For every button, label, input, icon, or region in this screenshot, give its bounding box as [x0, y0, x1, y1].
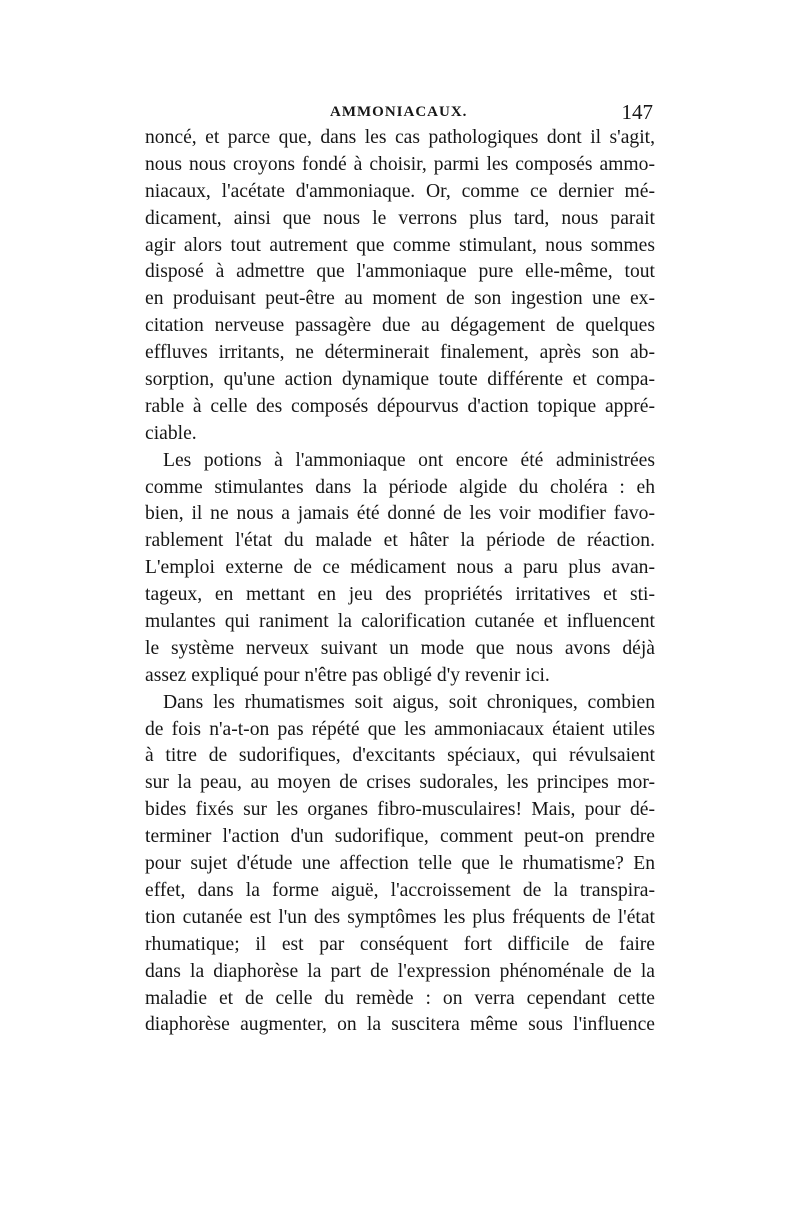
text-line: rhumatique; il est par conséquent fort difficile de faire	[145, 933, 655, 955]
text-line: terminer l'action d'un sudorifique, comment peut-on prendre	[145, 826, 655, 848]
text-line: assez expliqué pour n'être pas obligé d'y revenir ici.	[145, 664, 550, 686]
text-line: effet, dans la forme aiguë, l'accroissement de la transpira-	[145, 879, 655, 901]
text-line: disposé à admettre que l'ammoniaque pure elle-même, tout	[145, 261, 655, 283]
text-line: citation nerveuse passagère due au dégagement de quelques	[145, 315, 655, 337]
text-line: de fois n'a-t-on pas répété que les ammoniacaux étaient utiles	[145, 718, 655, 740]
text-line: Les potions à l'ammoniaque ont encore été administrées	[163, 449, 655, 471]
text-line: Dans les rhumatismes soit aigus, soit chroniques, combien	[163, 691, 655, 713]
text-line: le système nerveux suivant un mode que nous avons déjà	[145, 637, 655, 659]
text-line: diaphorèse augmenter, on la suscitera même sous l'influence	[145, 1014, 655, 1036]
page-number: 147	[621, 100, 653, 124]
text-line: en produisant peut-être au moment de son ingestion une ex-	[145, 288, 655, 310]
running-title: AMMONIACAUX.	[330, 104, 468, 120]
text-line: effluves irritants, ne déterminerait finalement, après son ab-	[145, 342, 655, 364]
text-line: pour sujet d'étude une affection telle que le rhumatisme? En	[145, 853, 655, 875]
text-line: agir alors tout autrement que comme stimulant, nous sommes	[145, 234, 655, 256]
body-text	[145, 125, 655, 1039]
text-line: noncé, et parce que, dans les cas pathologiques dont il s'agit,	[145, 127, 655, 148]
text-line: rable à celle des composés dépourvus d'action topique appré-	[145, 395, 655, 417]
text-line: mulantes qui raniment la calorification cutanée et influencent	[145, 611, 655, 633]
text-line: sur la peau, au moyen de crises sudorales, les principes mor-	[145, 772, 655, 794]
text-line: bien, il ne nous a jamais été donné de les voir modifier favo-	[145, 503, 655, 525]
text-line: ciable.	[145, 422, 197, 444]
text-line: dicament, ainsi que nous le verrons plus tard, nous parait	[145, 207, 655, 229]
text-line: comme stimulantes dans la période algide du choléra : eh	[145, 476, 655, 498]
text-line: rablement l'état du malade et hâter la période de réaction.	[145, 530, 655, 552]
text-line: nous nous croyons fondé à choisir, parmi les composés ammo-	[145, 153, 655, 175]
text-line: à titre de sudorifiques, d'excitants spéciaux, qui révulsaient	[145, 745, 655, 767]
text-line: maladie et de celle du remède : on verra cependant cette	[145, 987, 655, 1009]
text-line: tageux, en mettant en jeu des propriétés irritatives et sti-	[145, 584, 655, 606]
text-line: sorption, qu'une action dynamique toute différente et compa-	[145, 369, 655, 391]
text-line: L'emploi externe de ce médicament nous a paru plus avan-	[145, 557, 655, 579]
text-line: tion cutanée est l'un des symptômes les plus fréquents de l'état	[145, 906, 655, 928]
text-line: bides fixés sur les organes fibro-musculaires! Mais, pour dé-	[145, 799, 655, 821]
text-line: dans la diaphorèse la part de l'expression phénoménale de la	[145, 960, 655, 982]
text-line: niacaux, l'acétate d'ammoniaque. Or, comme ce dernier mé-	[145, 180, 655, 202]
